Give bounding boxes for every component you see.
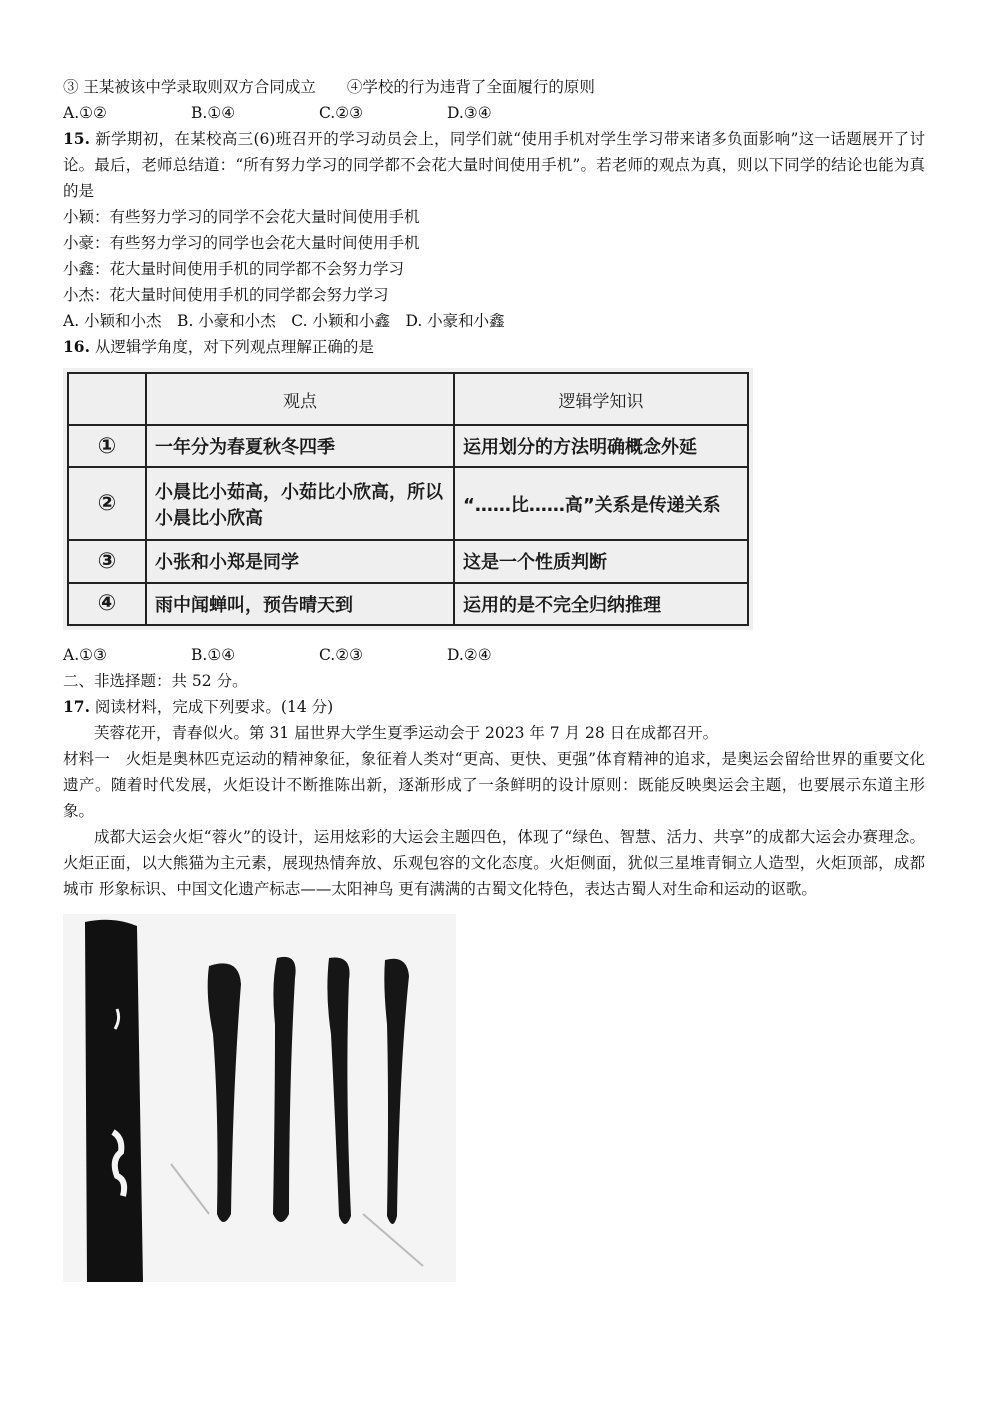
header-blank [68,373,146,425]
row-number: ① [68,425,146,467]
q16-table-scan [63,368,753,630]
option-c: C.②③ [319,646,364,664]
q16-stem [63,334,925,360]
header-view: 观点 [146,373,454,425]
row-knowledge: “……比……高”关系是传递关系 [454,467,748,540]
q17-material-1: 材料一 火炬是奥林匹克运动的精神象征，象征着人类对“更高、更快、更强”体育精神的追求，是奥运会留给世界的重要文化遗产。随着时代发展，火炬设计不断推陈出新，逐渐形成了一条鲜明的设计原则：既能反映奥运会主题，也要展示东道主形象。 [63,750,925,820]
table-row [68,583,748,625]
torch-photo [63,914,456,1282]
row-number: ③ [68,540,146,582]
option-d: D.③④ [447,104,492,122]
q16-number: 16. [63,337,90,356]
header-knowledge: 逻辑学知识 [454,373,748,425]
q15-stem [63,126,925,204]
q15-statement-1: 小颖：有些努力学习的同学不会花大量时间使用手机 [63,208,420,226]
q15-text: 新学期初，在某校高三(6)班召开的学习动员会上，同学们就“使用手机对学生学习带来诸多负面影响”这一话题展开了讨论。最后，老师总结道：“所有努力学习的同学都不会花大量时间使用手机”。若老师的观点为真，则以下同学的结论也能为真的是 [63,130,925,200]
row-view: 小张和小郑是同学 [146,540,454,582]
q15-statement-3: 小鑫：花大量时间使用手机的同学都不会努力学习 [63,260,405,278]
q17-intro: 芙蓉花开，青春似火。第 31 届世界大学生夏季运动会于 2023 年 7 月 28 日在成都召开。 [94,724,719,742]
exam-page [63,74,925,1282]
option-d: D.②④ [447,646,492,664]
row-number: ② [68,467,146,540]
row-knowledge: 运用划分的方法明确概念外延 [454,425,748,467]
row-view: 雨中闻蝉叫，预告晴天到 [146,583,454,625]
row-knowledge: 这是一个性质判断 [454,540,748,582]
option-c: C.②③ [319,104,364,122]
q16-table [67,372,749,626]
option-b: B.①④ [191,104,236,122]
q17-text: 阅读材料，完成下列要求。(14 分) [94,698,334,716]
row-number: ④ [68,583,146,625]
table-row [68,425,748,467]
q17-number: 17. [63,697,90,716]
q14-options [63,100,925,126]
q15-number: 15. [63,129,90,148]
table-header-row [68,373,748,425]
q15-options: A. 小颖和小杰 B. 小豪和小杰 C. 小颖和小鑫 D. 小豪和小鑫 [63,312,505,330]
q15-statement-2: 小豪：有些努力学习的同学也会花大量时间使用手机 [63,234,420,252]
row-view: 小晨比小茹高，小茹比小欣高，所以小晨比小欣高 [146,467,454,540]
q14-statement: ③ 王某被该中学录取则双方合同成立 ④学校的行为违背了全面履行的原则 [63,78,595,96]
option-a: A.①③ [63,646,107,664]
q15-statement-4: 小杰：花大量时间使用手机的同学都会努力学习 [63,286,389,304]
option-a: A.①② [63,104,107,122]
option-b: B.①④ [191,646,236,664]
q16-options [63,642,925,668]
q17-material-1-cont: 成都大运会火炬“蓉火”的设计，运用炫彩的大运会主题四色，体现了“绿色、智慧、活力、共享”的成都大运会办赛理念。火炬正面，以大熊猫为主元素，展现热情奔放、乐观包容的文化态度。火炬侧面，犹似三星堆青铜立人造型，火炬顶部，成都城市 形象标识、中国文化遗产标志——太阳神鸟 更有满满的古蜀文化特色，表达古蜀人对生命和运动的讴歌。 [63,828,925,898]
torch-silhouettes [63,914,456,1282]
section-heading: 二、非选择题：共 52 分。 [63,672,248,690]
q16-text: 从逻辑学角度，对下列观点理解正确的是 [94,338,374,356]
table-row [68,540,748,582]
row-knowledge: 运用的是不完全归纳推理 [454,583,748,625]
table-row [68,467,748,540]
row-view: 一年分为春夏秋冬四季 [146,425,454,467]
q17-stem [63,694,925,720]
